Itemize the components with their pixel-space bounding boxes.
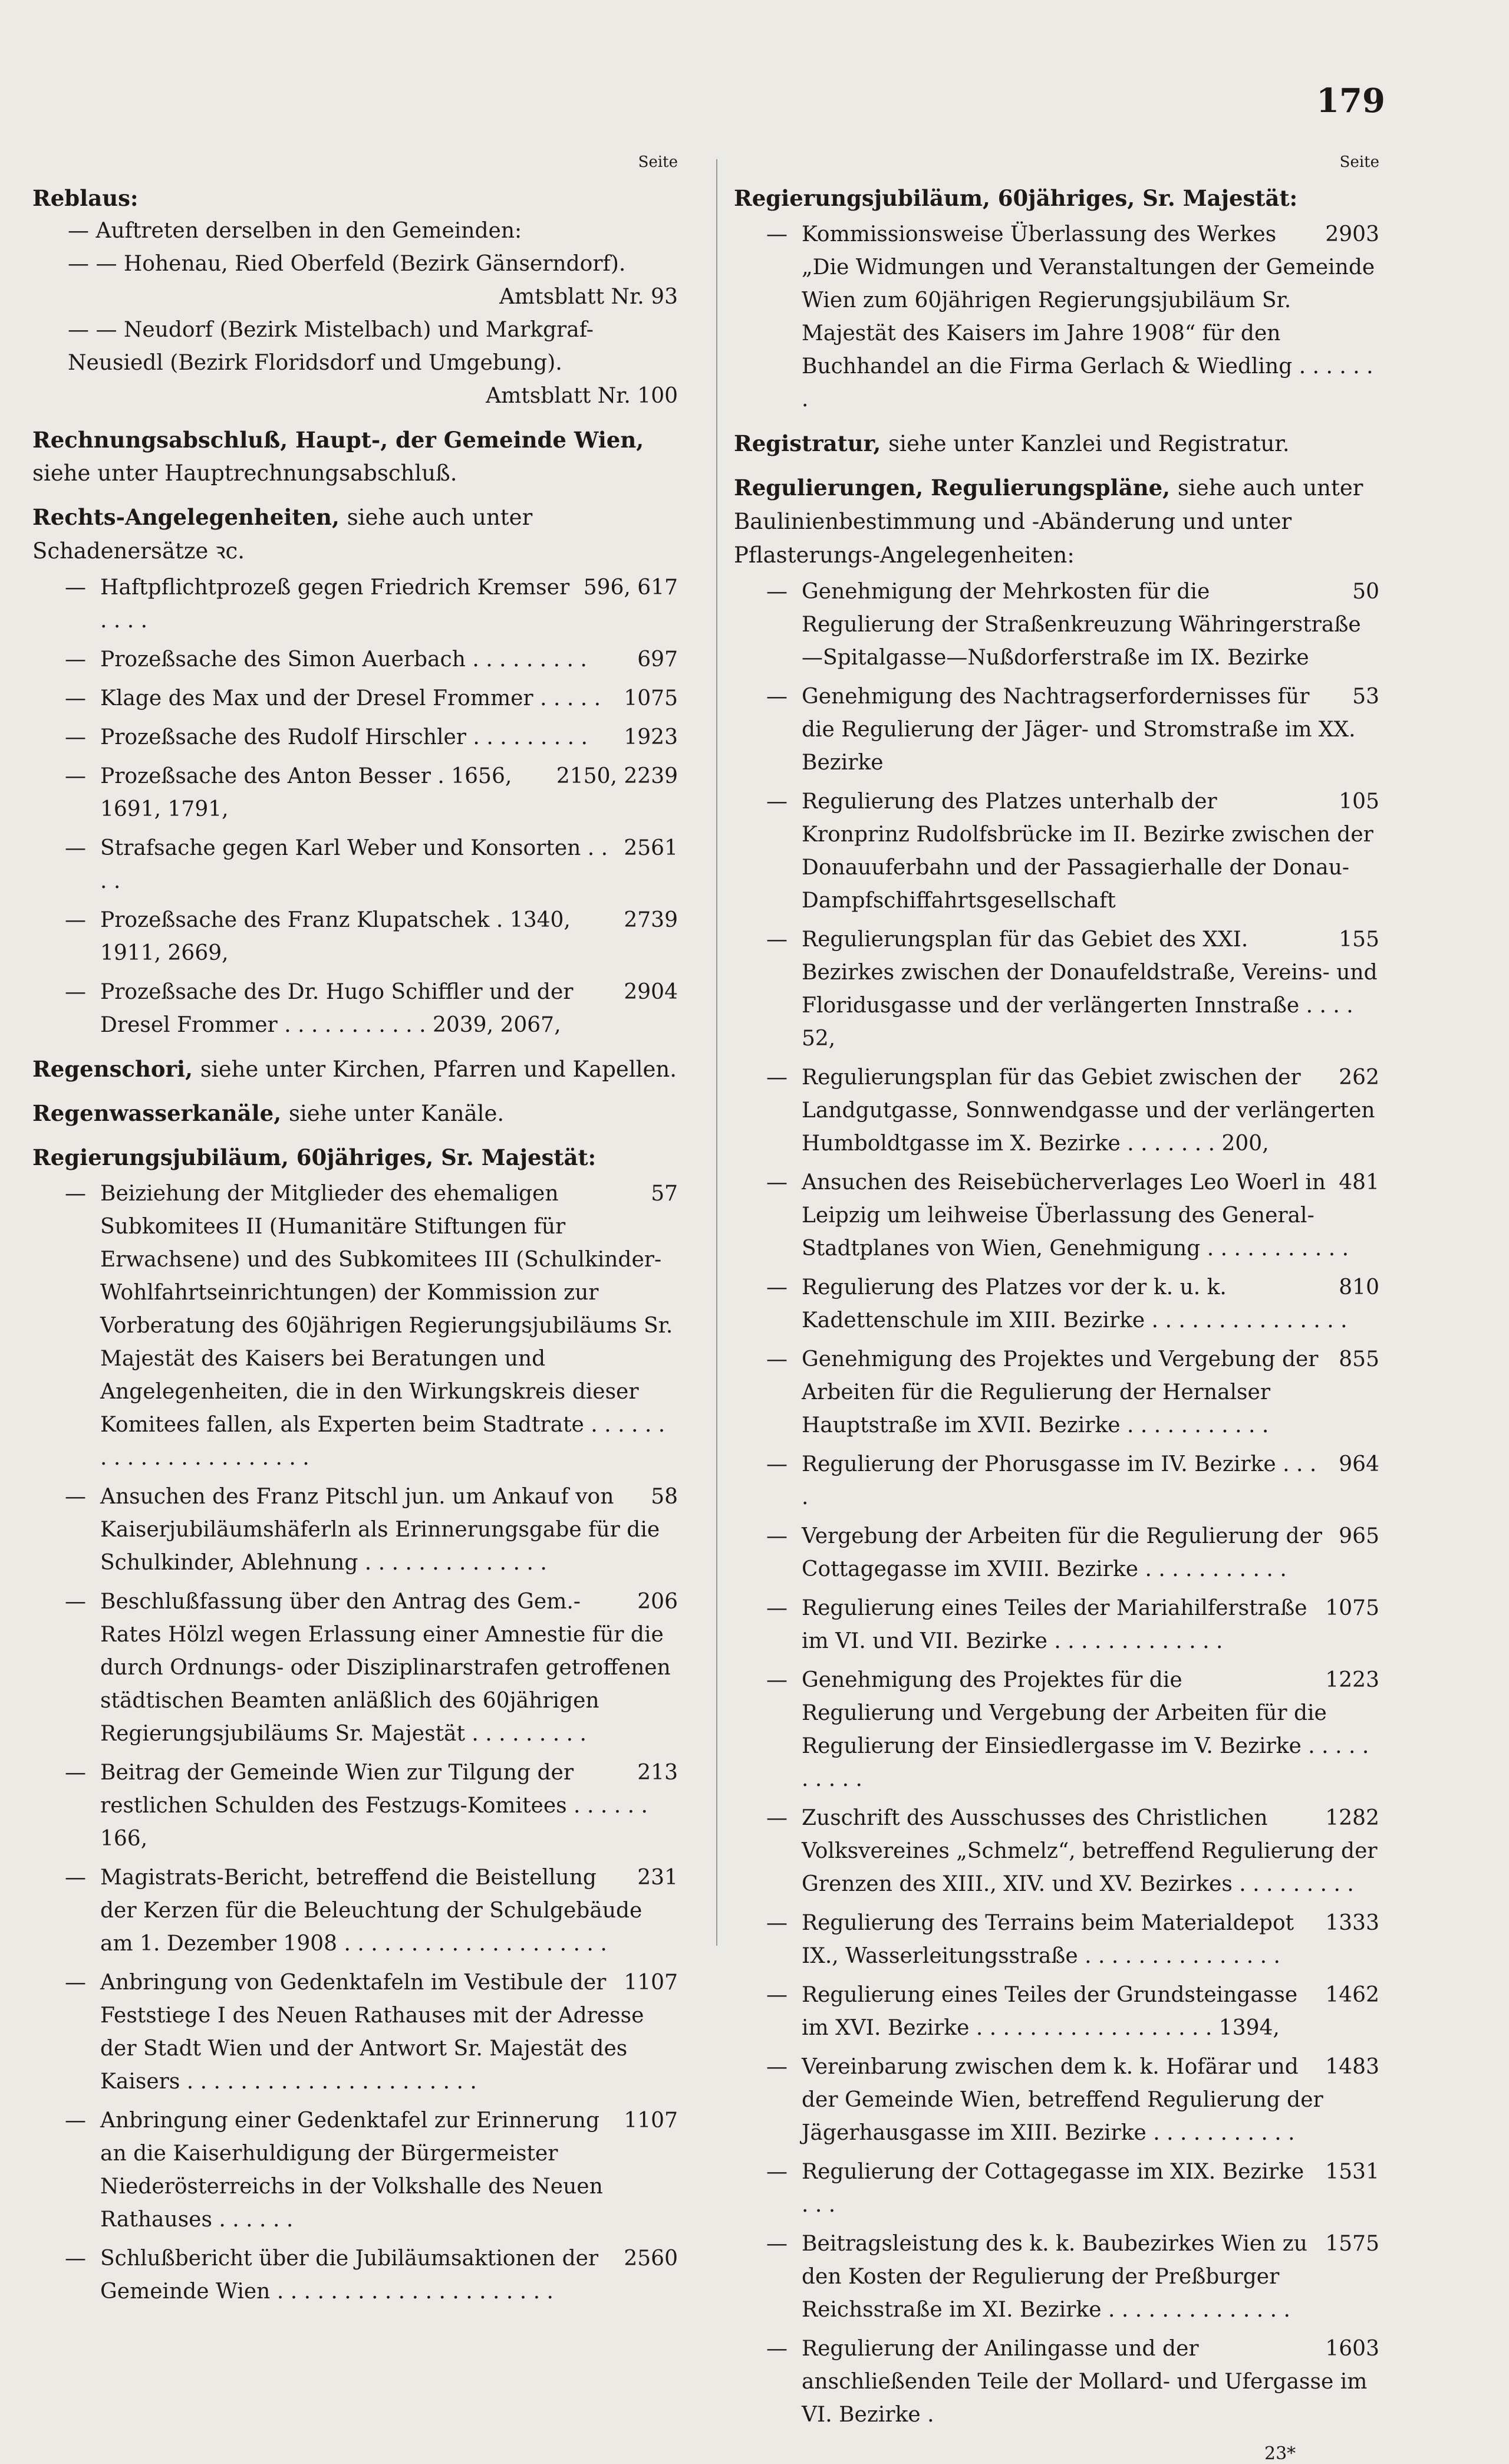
list-item: — 2739 Prozeßsache des Franz Klupatschek . 1340, 1911, 2669, bbox=[32, 904, 678, 970]
rechts-list bbox=[32, 571, 678, 1042]
list-item: — 964 Regulierung der Phorusgasse im IV. Bezirke . . . . bbox=[734, 1448, 1379, 1514]
list-item: — 2904 Prozeßsache des Dr. Hugo Schiffler und der Dresel Frommer . . . . . . . . . . . 2039, 2067, bbox=[32, 976, 678, 1042]
page-reference: 1603 bbox=[1325, 2337, 1379, 2361]
entry-text: Magistrats-Bericht, betreffend die Beistellung der Kerzen für die Beleuchtung der Schulgebäude am 1. Dezember 1908 . . . . . . . . . . . . . . . . . . . . bbox=[100, 1866, 643, 1956]
page-number: 179 bbox=[1316, 81, 1385, 120]
list-item: — 1483 Vereinbarung zwischen dem k. k. Hofärar und der Gemeinde Wien, betreffend Regulierung der Jägerhausgasse im XIII. Bezirke . . . . . . . . . . . bbox=[734, 2051, 1379, 2150]
heading-regierungsjubilaeum: Regierungsjubiläum, 60jähriges, Sr. Majestät: bbox=[734, 185, 1298, 211]
reference: Amtsblatt Nr. 93 bbox=[499, 285, 678, 309]
list-item: — 855 Genehmigung des Projektes und Vergebung der Arbeiten für die Regulierung der Hernalser Hauptstraße im XVII. Bezirke . . . . . . . . . . . bbox=[734, 1343, 1379, 1442]
entry-text: Schlußbericht über die Jubiläumsaktionen der Gemeinde Wien . . . . . . . . . . . . . . . . . . . . . bbox=[100, 2246, 599, 2304]
page-reference: 965 bbox=[1339, 1524, 1379, 1548]
column-divider bbox=[716, 159, 717, 1946]
list-item: — 1075 Regulierung eines Teiles der Mariahilferstraße im VI. und VII. Bezirke . . . . . . . . . . . . . bbox=[734, 1592, 1379, 1658]
page-reference: 155 bbox=[1339, 927, 1379, 952]
page-reference: 58 bbox=[651, 1485, 678, 1509]
entry-text: Beschlußfassung über den Antrag des Gem.-Rates Hölzl wegen Erlassung einer Amnestie für die durch Ordnungs- oder Disziplinarstrafen getroffenen städtischen Beamten anläßlich des 60jährigen Regierungsjubiläums Sr. Majestät . . . . . . . . . bbox=[100, 1590, 671, 1746]
list-item: — 1531 Regulierung der Cottagegasse im XIX. Bezirke . . . bbox=[734, 2156, 1379, 2222]
seite-label: Seite bbox=[1339, 153, 1379, 171]
regulierung-list bbox=[734, 575, 1379, 2432]
page-reference: 2739 bbox=[624, 908, 678, 932]
entry-text: Regulierung eines Teiles der Mariahilferstraße im VI. und VII. Bezirke . . . . . . . . . . . . . bbox=[802, 1596, 1307, 1653]
list-item: — 1575 Beitragsleistung des k. k. Baubezirkes Wien zu den Kosten der Regulierung der Preßburger Reichsstraße im XI. Bezirke . . . . . . . . . . . . . . bbox=[734, 2228, 1379, 2327]
list-item: — 1462 Regulierung eines Teiles der Grundsteingasse im XVI. Bezirke . . . . . . . . . . . . . . . . . . 1394, bbox=[734, 1979, 1379, 2045]
page-reference: 213 bbox=[637, 1761, 678, 1785]
list-item: — 1603 Regulierung der Anilingasse und der anschließenden Teile der Mollard- und Ufergasse im VI. Bezirke . bbox=[734, 2333, 1379, 2432]
list-item: — 1282 Zuschrift des Ausschusses des Christlichen Volksvereines „Schmelz“, betreffend Regulierung der Grenzen des XIII., XIV. und XV. Bezirkes . . . . . . . . . bbox=[734, 1802, 1379, 1901]
page-reference: 1107 bbox=[624, 1970, 678, 1995]
entry-text: Regulierung der Anilingasse und der anschließenden Teile der Mollard- und Ufergasse im VI. Bezirke . bbox=[802, 2337, 1368, 2427]
list-item: — — Hohenau, Ried Oberfeld (Bezirk Gänserndorf). bbox=[68, 252, 626, 276]
heading-regenschori: Regenschori, siehe unter Kirchen, Pfarren und Kapellen. bbox=[32, 1056, 677, 1082]
page-reference: 1462 bbox=[1325, 1983, 1379, 2007]
list-item: — 213 Beitrag der Gemeinde Wien zur Tilgung der restlichen Schulden des Festzugs-Komitees . . . . . . 166, bbox=[32, 1756, 678, 1856]
heading-regierungsjubilaeum: Regierungsjubiläum, 60jähriges, Sr. Majestät: bbox=[32, 1144, 597, 1170]
page-reference: 53 bbox=[1352, 685, 1379, 709]
entry-text: Beitragsleistung des k. k. Baubezirkes Wien zu den Kosten der Regulierung der Preßburger Reichsstraße im XI. Bezirke . . . . . . . . . . . . . . bbox=[802, 2232, 1307, 2322]
entry-text: Ansuchen des Franz Pitschl jun. um Ankauf von Kaiserjubiläumshäferln als Erinnerungsgabe für die Schulkinder, Ablehnung . . . . . . . . . . . . . . bbox=[100, 1485, 660, 1575]
entry-text: Genehmigung des Nachtragserfordernisses für die Regulierung der Jäger- und Stromstraße im XX. Bezirke bbox=[802, 685, 1356, 775]
list-item: — 481 Ansuchen des Reisebücherverlages Leo Woerl in Leipzig um leihweise Überlassung des General-Stadtplanes von Wien, Genehmigung . . . . . . . . . . . bbox=[734, 1166, 1379, 1265]
list-item: — 965 Vergebung der Arbeiten für die Regulierung der Cottagegasse im XVIII. Bezirke . . . . . . . . . . . bbox=[734, 1520, 1379, 1586]
page-reference: 481 bbox=[1339, 1170, 1379, 1195]
list-item: — 53 Genehmigung des Nachtragserfordernisses für die Regulierung der Jäger- und Stromstraße im XX. Bezirke bbox=[734, 680, 1379, 779]
list-item: — 57 Beiziehung der Mitglieder des ehemaligen Subkomitees II (Humanitäre Stiftungen für Erwachsene) und des Subkomitees III (Schulkinder-Wohlfahrtseinrichtungen) der Kommission zur Vorberatung des 60jährigen Regierungsjubiläums Sr. Majestät des Kaisers bei Beratungen und Angelegenheiten, die in den Wirkungskreis dieser Komitees fallen, als Experten beim Stadtrate . . . . . . . . . . . . . . . . . . . . . . bbox=[32, 1177, 678, 1475]
list-item: — 206 Beschlußfassung über den Antrag des Gem.-Rates Hölzl wegen Erlassung einer Amnestie für die durch Ordnungs- oder Disziplinarstrafen getroffenen städtischen Beamten anläßlich des 60jährigen Regierungsjubiläums Sr. Majestät . . . . . . . . . bbox=[32, 1585, 678, 1751]
page-reference: 206 bbox=[637, 1590, 678, 1614]
list-item: — 2561 Strafsache gegen Karl Weber und Konsorten . . . . bbox=[32, 832, 678, 898]
entry-text: Regulierung des Platzes vor der k. u. k. Kadettenschule im XIII. Bezirke . . . . . . . . . . . . . . . bbox=[802, 1275, 1347, 1333]
page-reference: 262 bbox=[1339, 1065, 1379, 1090]
page-reference: 2561 bbox=[624, 836, 678, 860]
entry-text: Genehmigung der Mehrkosten für die Regulierung der Straßenkreuzung Währingerstraße—Spitalgasse—Nußdorferstraße im IX. Bezirke bbox=[802, 580, 1361, 670]
list-item: — 105 Regulierung des Platzes unterhalb der Kronprinz Rudolfsbrücke im II. Bezirke zwischen der Donauuferbahn und der Passagierhalle der Donau-Dampfschiffahrtsgesellschaft bbox=[734, 785, 1379, 917]
entry-text: Beiziehung der Mitglieder des ehemaligen Subkomitees II (Humanitäre Stiftungen für Erwachsene) und des Subkomitees III (Schulkinder-Wohlfahrtseinrichtungen) der Kommission zur Vorberatung des 60jährigen Regierungsjubiläums Sr. Majestät des Kaisers bei Beratungen und Angelegenheiten, die in den Wirkungskreis dieser Komitees fallen, als Experten beim Stadtrate . . . . . . . . . . . . . . . . . . . . . . bbox=[100, 1182, 673, 1470]
heading-regulierungen: Regulierungen, Regulierungspläne, siehe auch unter Baulinienbestimmung und -Abänderung und unter Pflasterungs-Angelegenheiten: bbox=[734, 475, 1363, 568]
entry-text: Strafsache gegen Karl Weber und Konsorten . . . . bbox=[100, 836, 608, 893]
heading-rechts-angelegenheiten: Rechts-Angelegenheiten, siehe auch unter Schadenersätze ꝛc. bbox=[32, 504, 533, 564]
page-signature: 23* bbox=[1264, 2443, 1296, 2464]
entry-text: Regulierung des Platzes unterhalb der Kronprinz Rudolfsbrücke im II. Bezirke zwischen der Donauuferbahn und der Passagierhalle der Donau-Dampfschiffahrtsgesellschaft bbox=[802, 789, 1373, 913]
list-item: — 2150, 2239 Prozeßsache des Anton Besser . 1656, 1691, 1791, bbox=[32, 760, 678, 826]
entry-text: Anbringung einer Gedenktafel zur Erinnerung an die Kaiserhuldigung der Bürgermeister Niederösterreichs in der Volkshalle des Neuen Rathauses . . . . . . bbox=[100, 2108, 603, 2232]
page-reference: 596, 617 bbox=[583, 575, 678, 600]
page-reference: 1531 bbox=[1325, 2160, 1379, 2184]
page-reference: 1923 bbox=[624, 725, 678, 749]
entry-text: Regulierung der Cottagegasse im XIX. Bezirke . . . bbox=[802, 2160, 1304, 2217]
page-reference: 810 bbox=[1339, 1275, 1379, 1300]
page-reference: 1483 bbox=[1325, 2055, 1379, 2079]
page-reference: 1333 bbox=[1325, 1911, 1379, 1935]
subheading: — Auftreten derselben in den Gemeinden: bbox=[68, 219, 522, 243]
page-reference: 697 bbox=[637, 647, 678, 672]
reference: Amtsblatt Nr. 100 bbox=[486, 384, 678, 408]
page-reference: 1282 bbox=[1325, 1806, 1379, 1830]
page-reference: 1223 bbox=[1325, 1668, 1379, 1692]
list-item: — 1923 Prozeßsache des Rudolf Hirschler . . . . . . . . . bbox=[32, 721, 678, 754]
list-item: — 810 Regulierung des Platzes vor der k. u. k. Kadettenschule im XIII. Bezirke . . . . . . . . . . . . . . . bbox=[734, 1271, 1379, 1337]
list-item: — 155 Regulierungsplan für das Gebiet des XXI. Bezirkes zwischen der Donaufeldstraße, Vereins- und Floridusgasse und der verlängerten Innstraße . . . . 52, bbox=[734, 923, 1379, 1055]
list-item: — 50 Genehmigung der Mehrkosten für die Regulierung der Straßenkreuzung Währingerstraße—Spitalgasse—Nußdorferstraße im IX. Bezirke bbox=[734, 575, 1379, 675]
entry-text: Genehmigung des Projektes und Vergebung der Arbeiten für die Regulierung der Hernalser Hauptstraße im XVII. Bezirke . . . . . . . . . . . bbox=[802, 1347, 1319, 1437]
list-item: — 1107 Anbringung einer Gedenktafel zur Erinnerung an die Kaiserhuldigung der Bürgermeister Niederösterreichs in der Volkshalle des Neuen Rathauses . . . . . . bbox=[32, 2104, 678, 2236]
list-item: — 1223 Genehmigung des Projektes für die Regulierung und Vergebung der Arbeiten für die Regulierung der Einsiedlergasse im V. Bezirke . . . . . . . . . . bbox=[734, 1664, 1379, 1796]
seite-label: Seite bbox=[638, 153, 678, 171]
entry-text: Prozeßsache des Rudolf Hirschler . . . . . . . . . bbox=[100, 725, 588, 749]
heading-reblaus: Reblaus: bbox=[32, 185, 139, 211]
entry-text: Anbringung von Gedenktafeln im Vestibule der Feststiege I des Neuen Rathauses mit der Adresse der Stadt Wien und der Antwort Sr. Majestät des Kaisers . . . . . . . . . . . . . . . . . . . . . . bbox=[100, 1970, 644, 2094]
entry-text: Haftpflichtprozeß gegen Friedrich Kremser . . . . bbox=[100, 575, 570, 633]
entry-text: Regulierung der Phorusgasse im IV. Bezirke . . . . bbox=[802, 1452, 1317, 1509]
list-item: — 1075 Klage des Max und der Dresel Frommer . . . . . bbox=[32, 682, 678, 715]
entry-text: Regulierungsplan für das Gebiet des XXI. Bezirkes zwischen der Donaufeldstraße, Vereins- und Floridusgasse und der verlängerten Innstraße . . . . 52, bbox=[802, 927, 1378, 1051]
entry-text: Beitrag der Gemeinde Wien zur Tilgung der restlichen Schulden des Festzugs-Komitees . . . . . . 166, bbox=[100, 1761, 648, 1851]
left-column bbox=[32, 153, 678, 2314]
list-item: — 596, 617 Haftpflichtprozeß gegen Friedrich Kremser . . . . bbox=[32, 571, 678, 637]
entry-text: Zuschrift des Ausschusses des Christlichen Volksvereines „Schmelz“, betreffend Regulierung der Grenzen des XIII., XIV. und XV. Bezirkes . . . . . . . . . bbox=[802, 1806, 1378, 1896]
page-reference: 964 bbox=[1339, 1452, 1379, 1476]
page-reference: 2560 bbox=[624, 2246, 678, 2271]
entry-text: Prozeßsache des Anton Besser . 1656, 1691, 1791, bbox=[100, 764, 512, 821]
list-item: — 262 Regulierungsplan für das Gebiet zwischen der Landgutgasse, Sonnwendgasse und der verlängerten Humboldtgasse im X. Bezirke . . . . . . . 200, bbox=[734, 1061, 1379, 1160]
heading-rechnungsabschluss: Rechnungsabschluß, Haupt-, der Gemeinde Wien, siehe unter Hauptrechnungsabschluß. bbox=[32, 427, 644, 486]
page-reference: 105 bbox=[1339, 789, 1379, 814]
page-reference: 855 bbox=[1339, 1347, 1379, 1371]
list-item: — 231 Magistrats-Bericht, betreffend die Beistellung der Kerzen für die Beleuchtung der Schulgebäude am 1. Dezember 1908 . . . . . . . . . . . . . . . . . . . . bbox=[32, 1861, 678, 1960]
entry-text: Prozeßsache des Dr. Hugo Schiffler und der Dresel Frommer . . . . . . . . . . . 2039, 2067, bbox=[100, 980, 574, 1037]
list-item: — 58 Ansuchen des Franz Pitschl jun. um Ankauf von Kaiserjubiläumshäferln als Erinnerungsgabe für die Schulkinder, Ablehnung . . . . . . . . . . . . . . bbox=[32, 1481, 678, 1580]
entry-text: Vereinbarung zwischen dem k. k. Hofärar und der Gemeinde Wien, betreffend Regulierung der Jägerhausgasse im XIII. Bezirke . . . . . . . . . . . bbox=[802, 2055, 1323, 2145]
list-item: — 697 Prozeßsache des Simon Auerbach . . . . . . . . . bbox=[32, 643, 678, 676]
page-reference: 57 bbox=[651, 1182, 678, 1206]
entry-text: Regulierungsplan für das Gebiet zwischen der Landgutgasse, Sonnwendgasse und der verlängerten Humboldtgasse im X. Bezirke . . . . . . . 200, bbox=[802, 1065, 1375, 1156]
entry-text: Prozeßsache des Franz Klupatschek . 1340, 1911, 2669, bbox=[100, 908, 571, 965]
heading-regenwasserkanaele: Regenwasserkanäle, siehe unter Kanäle. bbox=[32, 1100, 505, 1126]
list-item: — 2903 Kommissionsweise Überlassung des Werkes „Die Widmungen und Veranstaltungen der Gemeinde Wien zum 60jährigen Regierungsjubiläum Sr. Majestät des Kaisers im Jahre 1908“ für den Buchhandel an die Firma Gerlach & Wiedling . . . . . . . bbox=[766, 222, 1379, 412]
entry-text: Vergebung der Arbeiten für die Regulierung der Cottagegasse im XVIII. Bezirke . . . . . . . . . . . bbox=[802, 1524, 1323, 1581]
entry-text: Ansuchen des Reisebücherverlages Leo Woerl in Leipzig um leihweise Überlassung des General-Stadtplanes von Wien, Genehmigung . . . . . . . . . . . bbox=[802, 1170, 1349, 1261]
entry-text: Regulierung eines Teiles der Grundsteingasse im XVI. Bezirke . . . . . . . . . . . . . . . . . . 1394, bbox=[802, 1983, 1298, 2040]
list-item: — 2560 Schlußbericht über die Jubiläumsaktionen der Gemeinde Wien . . . . . . . . . . . . . . . . . . . . . bbox=[32, 2242, 678, 2308]
right-column bbox=[734, 153, 1379, 2464]
heading-registratur: Registratur, siehe unter Kanzlei und Registratur. bbox=[734, 430, 1290, 456]
entry-text: Genehmigung des Projektes für die Regulierung und Vergebung der Arbeiten für die Regulierung der Einsiedlergasse im V. Bezirke . . . . . . . . . . bbox=[802, 1668, 1369, 1791]
entry-text: Prozeßsache des Simon Auerbach . . . . . . . . . bbox=[100, 647, 587, 672]
page-reference: 1075 bbox=[624, 686, 678, 710]
page-reference: 50 bbox=[1352, 580, 1379, 604]
page-reference: 1107 bbox=[624, 2108, 678, 2133]
list-item: — — Neudorf (Bezirk Mistelbach) und Markgraf-Neusiedl (Bezirk Floridsdorf und Umgebung). bbox=[68, 318, 594, 375]
entry-text: Regulierung des Terrains beim Materialdepot IX., Wasserleitungsstraße . . . . . . . . . . . . . . . bbox=[802, 1911, 1294, 1968]
entry-text: Klage des Max und der Dresel Frommer . . . . . bbox=[100, 686, 601, 710]
page-reference: 1075 bbox=[1325, 1596, 1379, 1620]
list-item: — 1107 Anbringung von Gedenktafeln im Vestibule der Feststiege I des Neuen Rathauses mit der Adresse der Stadt Wien und der Antwort Sr. Majestät des Kaisers . . . . . . . . . . . . . . . . . . . . . . bbox=[32, 1966, 678, 2098]
jubilaeum-list bbox=[32, 1177, 678, 2308]
page-reference: 2150, 2239 bbox=[556, 764, 678, 788]
list-item: — 1333 Regulierung des Terrains beim Materialdepot IX., Wasserleitungsstraße . . . . . . . . . . . . . . . bbox=[734, 1907, 1379, 1973]
page-reference: 1575 bbox=[1325, 2232, 1379, 2256]
page-reference: 231 bbox=[637, 1866, 678, 1890]
page-reference: 2904 bbox=[624, 980, 678, 1004]
